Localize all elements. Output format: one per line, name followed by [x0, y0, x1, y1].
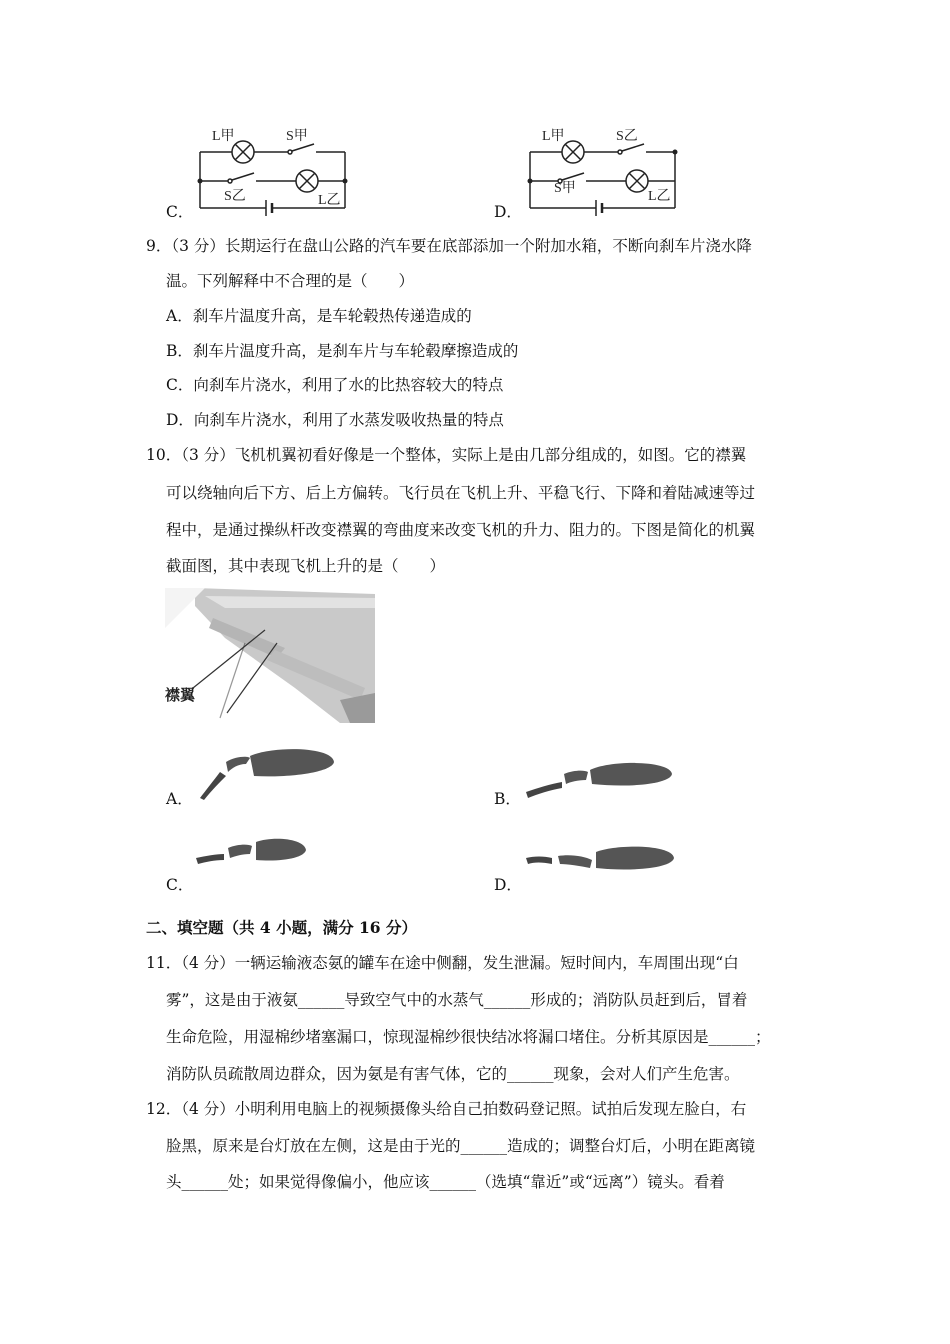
switch1-label: S甲 [286, 129, 308, 144]
lamp1-label: L甲 [542, 129, 565, 144]
q11-stem-line1: 11．（4 分）一辆运输液态氨的罐车在途中侧翻，发生泄漏。短时间内，车周围出现“白 [146, 954, 739, 972]
q9-stem-line2: 温。下列解释中不合理的是（ ） [166, 272, 415, 290]
q11-stem-line3: 生命危险，用湿棉纱堵塞漏口，惊现湿棉纱很快结冰将漏口堵住。分析其原因是______； [166, 1028, 771, 1046]
lamp2-label: L乙 [318, 193, 341, 208]
q12-stem-line2: 脸黑，原来是台灯放在左侧，这是由于光的______造成的；调整台灯后，小明在距离镜 [166, 1137, 756, 1155]
q10-stem-line1: 10．（3 分）飞机机翼初看好像是一个整体，实际上是由几部分组成的，如图。它的襟翼 [146, 446, 747, 464]
q10-option-a-label: A． [166, 790, 193, 808]
q9-option-c: C．向刹车片浇水，利用了水的比热容较大的特点 [166, 376, 504, 394]
switch1-label: S乙 [616, 129, 638, 144]
switch2-label: S甲 [554, 181, 576, 196]
airfoil-b [520, 752, 675, 802]
option-c-label: C． [166, 203, 194, 221]
q10-option-c-label: C． [166, 876, 194, 894]
q10-stem-line3: 程中，是通过操纵杆改变襟翼的弯曲度来改变飞机的升力、阻力的。下图是简化的机翼 [166, 521, 756, 539]
q12-stem-line3: 头______处；如果觉得像偏小，他应该______（选填“靠近”或“远离”）镜头。看着 [166, 1173, 725, 1191]
airfoil-a [192, 742, 337, 802]
lamp1-label: L甲 [212, 129, 235, 144]
airfoil-d [520, 838, 680, 883]
section-title: 二、填空题（共 4 小题，满分 16 分） [146, 918, 417, 937]
q11-stem-line2: 雾”，这是由于液氨______导致空气中的水蒸气______形成的；消防队员赶到后，冒着 [166, 991, 748, 1009]
airfoil-c [192, 830, 317, 880]
q10-stem-line4: 截面图，其中表现飞机上升的是（ ） [166, 557, 446, 575]
flap-label: 襟翼 [165, 688, 196, 704]
circuit-diagram-c [190, 118, 355, 218]
q12-stem-line1: 12．（4 分）小明利用电脑上的视频摄像头给自己拍数码登记照。试拍后发现左脸白，右 [146, 1100, 747, 1118]
q11-stem-line4: 消防队员疏散周边群众，因为氨是有害气体，它的______现象，会对人们产生危害。 [166, 1065, 740, 1083]
q9-option-b: B．刹车片温度升高，是刹车片与车轮毂摩擦造成的 [166, 342, 519, 360]
q10-option-b-label: B． [494, 790, 521, 808]
circuit-diagram-d [520, 118, 685, 218]
q9-option-a: A．刹车片温度升高，是车轮毂热传递造成的 [166, 307, 472, 325]
q9-stem-line1: 9．（3 分）长期运行在盘山公路的汽车要在底部添加一个附加水箱，不断向刹车片浇水降 [146, 237, 752, 255]
q10-stem-line2: 可以绕轴向后下方、后上方偏转。飞行员在飞机上升、平稳飞行、下降和着陆减速等过 [166, 484, 756, 502]
wing-flap-photo [165, 588, 375, 723]
q10-option-d-label: D． [494, 876, 522, 894]
lamp2-label: L乙 [648, 189, 671, 204]
option-d-label: D． [494, 203, 522, 221]
q9-option-d: D．向刹车片浇水，利用了水蒸发吸收热量的特点 [166, 411, 504, 429]
switch2-label: S乙 [224, 189, 246, 204]
